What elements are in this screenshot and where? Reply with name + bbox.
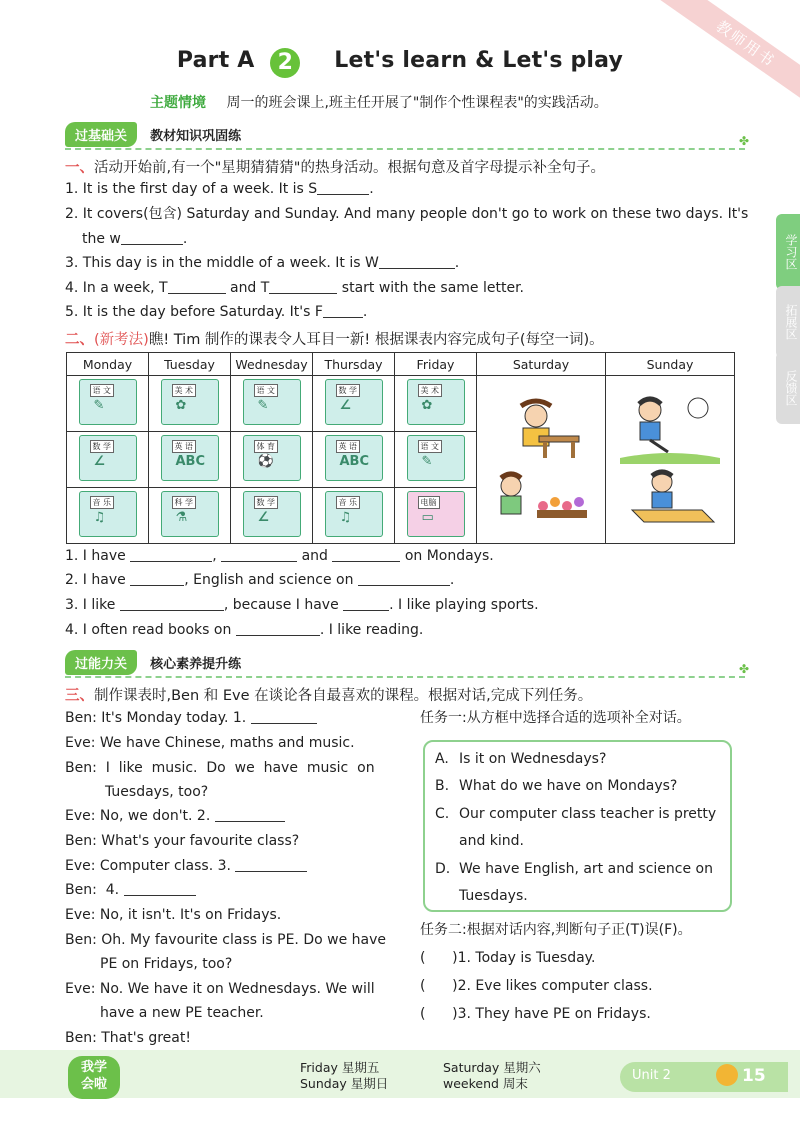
answer-blank[interactable] xyxy=(251,709,317,724)
day-header: Monday xyxy=(67,353,149,376)
answer-blank[interactable] xyxy=(130,571,184,586)
day-header: Saturday xyxy=(477,353,606,376)
q1-line-1-text: 1. It is the first day of a week. It is S xyxy=(65,181,318,197)
option-text: Tuesdays. xyxy=(459,888,528,904)
dialogue-text: Eve: We have Chinese, maths and music. xyxy=(65,735,355,751)
part-subtitle: Let's learn & Let's play xyxy=(334,48,624,73)
option-text: We have English, art and science on xyxy=(459,861,713,877)
lesson-cell xyxy=(67,376,149,432)
subject-book-icon xyxy=(161,379,219,425)
q1-line-4-end: start with the same letter. xyxy=(341,280,525,296)
saturday-cell xyxy=(477,376,606,544)
question-3-heading xyxy=(65,684,592,705)
subject-book-icon xyxy=(79,379,137,425)
vocab-weekend: weekend 周末 xyxy=(443,1076,528,1091)
q1-line-5-text: 5. It is the day before Saturday. It's F xyxy=(65,304,323,320)
judge-item[interactable]: ( )2. Eve likes computer class. xyxy=(420,978,653,994)
q2-line-1-text: 1. I have xyxy=(65,548,126,564)
football-icon xyxy=(688,398,708,418)
task-1-title: 任务一:从方框中选择合适的选项补全对话。 xyxy=(420,710,691,726)
subject-label: 美 术 xyxy=(418,384,443,397)
q2-line-2-end: . xyxy=(449,572,455,588)
clover-icon: ✤ xyxy=(738,134,749,148)
subject-book-icon xyxy=(161,491,219,537)
q1-line-1: 1. It is the first day of a week. It is S . xyxy=(65,181,374,197)
section-basic-header xyxy=(65,122,749,150)
subject-book-icon xyxy=(407,435,465,481)
subject-deco-icon: ▭ xyxy=(421,509,434,525)
dialogue-text: Ben: Oh. My favourite class is PE. Do we have xyxy=(65,932,386,948)
dialogue-text: PE on Fridays, too? xyxy=(100,956,233,972)
subject-label: 数 学 xyxy=(336,384,361,397)
theme-label: 主题情境 xyxy=(150,95,206,111)
section-basic-badge: 过基础关 xyxy=(65,122,137,147)
section-ability-badge: 过能力关 xyxy=(65,650,137,675)
part-label: Part A xyxy=(176,48,255,73)
day-header: Tuesday xyxy=(149,353,231,376)
option-d xyxy=(435,856,713,883)
q1-line-3: 3. This day is in the middle of a week. It is W . xyxy=(65,255,460,271)
subject-label: 体 育 xyxy=(254,440,279,453)
subject-label: 科 学 xyxy=(172,496,197,509)
q2-line-2 xyxy=(65,568,454,592)
option-text: Is it on Wednesdays? xyxy=(459,751,607,767)
lesson-cell xyxy=(231,432,313,488)
side-tab-study[interactable]: 学习区 xyxy=(776,214,800,290)
subject-deco-icon: ✿ xyxy=(421,397,433,413)
dialogue-line xyxy=(65,1026,191,1050)
q1-line-2b-text: the w xyxy=(82,231,121,247)
subject-deco-icon: ✎ xyxy=(257,397,269,413)
answer-blank[interactable] xyxy=(358,571,450,586)
judge-item[interactable]: ( )3. They have PE on Fridays. xyxy=(420,1006,651,1022)
q2-line-4 xyxy=(65,618,423,642)
subject-book-icon xyxy=(243,491,301,537)
side-tab-extend[interactable]: 拓展区 xyxy=(776,286,800,358)
q2-line-1-comma: , xyxy=(212,548,217,564)
section-ability-subtitle: 核心素养提升练 xyxy=(150,657,242,672)
timetable-row xyxy=(67,376,735,432)
kid-reading-icon xyxy=(525,405,547,427)
dialogue-text: Eve: No, it isn't. It's on Fridays. xyxy=(65,907,282,923)
dialogue-line xyxy=(65,903,281,927)
q2-line-2-mid: , English and science on xyxy=(184,572,354,588)
question-3-text: 制作课表时,Ben 和 Eve 在谈论各自最喜欢的课程。根据对话,完成下列任务。 xyxy=(94,688,593,704)
subject-deco-icon: ∠ xyxy=(93,453,106,469)
dialogue-line xyxy=(65,977,375,1001)
option-a xyxy=(435,746,606,773)
part-number-badge: 2 xyxy=(270,48,300,78)
dialogue-line xyxy=(65,756,375,780)
subject-label: 音 乐 xyxy=(336,496,361,509)
subject-book-icon xyxy=(79,491,137,537)
new-test-tag: (新考法) xyxy=(94,332,149,348)
dialogue-line xyxy=(65,731,355,755)
q1-line-2-text: 2. It covers(包含) Saturday and Sunday. And many people don't go to work on these two days. It's xyxy=(65,206,749,222)
timetable-header-row xyxy=(67,353,735,376)
day-header: Friday xyxy=(395,353,477,376)
question-2-number: 二、 xyxy=(65,332,94,348)
subject-label: 数 学 xyxy=(254,496,279,509)
dialogue-line xyxy=(65,804,285,828)
answer-blank[interactable] xyxy=(269,279,337,294)
dialogue-line xyxy=(65,854,307,878)
subject-label: 美 术 xyxy=(172,384,197,397)
sunday-activities-illustration xyxy=(610,378,730,538)
page-title xyxy=(0,48,800,78)
dialogue-line xyxy=(65,878,196,902)
option-text: Our computer class teacher is pretty xyxy=(459,806,717,822)
q2-line-1-end: on Mondays. xyxy=(404,548,494,564)
question-1-text: 活动开始前,有一个"星期猜猜猜"的热身活动。根据句意及首字母提示补全句子。 xyxy=(94,160,605,176)
subject-deco-icon: ♫ xyxy=(339,509,352,525)
subject-deco-icon: ✿ xyxy=(175,397,187,413)
lesson-cell xyxy=(395,432,477,488)
answer-blank[interactable] xyxy=(168,279,226,294)
subject-label: 英 语 xyxy=(336,440,361,453)
theme-text: 周一的班会课上,班主任开展了"制作个性课程表"的实践活动。 xyxy=(226,95,608,111)
options-box xyxy=(423,740,732,912)
side-tab-feedback[interactable]: 反馈区 xyxy=(776,352,800,424)
section-ability-header xyxy=(65,650,749,678)
mascot-icon xyxy=(716,1064,738,1086)
lesson-cell xyxy=(149,488,231,544)
dialogue-text: Eve: Computer class. 3. xyxy=(65,858,231,874)
dialogue-text: Ben: 4. xyxy=(65,882,120,898)
option-b xyxy=(435,773,677,800)
dialogue-text: Ben: I like music. Do we have music on xyxy=(65,760,375,776)
vocab-saturday: Saturday 星期六 xyxy=(443,1060,541,1075)
dialogue-text: have a new PE teacher. xyxy=(100,1005,264,1021)
subject-book-icon xyxy=(243,379,301,425)
dialogue-text: Eve: No, we don't. 2. xyxy=(65,808,211,824)
q1-line-5: 5. It is the day before Saturday. It's F . xyxy=(65,304,368,320)
day-header: Thursday xyxy=(313,353,395,376)
lesson-cell xyxy=(395,488,477,544)
q2-line-3-mid: , because I have xyxy=(223,597,339,613)
lesson-cell xyxy=(149,376,231,432)
dialogue-text: Tuesdays, too? xyxy=(105,784,209,800)
subject-label: 语 文 xyxy=(254,384,279,397)
dialogue-text: Eve: No. We have it on Wednesdays. We will xyxy=(65,981,375,997)
subject-label: 语 文 xyxy=(90,384,115,397)
q1-line-2 xyxy=(65,202,748,226)
q2-line-1 xyxy=(65,544,494,568)
subject-deco-icon: ⚽ xyxy=(257,453,274,469)
answer-blank[interactable] xyxy=(215,807,285,822)
vocab-sunday: Sunday 星期日 xyxy=(300,1076,389,1091)
clover-icon: ✤ xyxy=(738,662,749,676)
answer-blank[interactable] xyxy=(343,596,389,611)
sunday-cell xyxy=(606,376,735,544)
section-basic-subtitle: 教材知识巩固练 xyxy=(150,129,242,144)
dialogue-line xyxy=(65,706,317,730)
theme-line xyxy=(150,92,608,112)
subject-book-icon xyxy=(161,435,219,481)
unit-label: Unit 2 xyxy=(632,1068,671,1083)
dialogue-line xyxy=(65,928,386,952)
option-text: and kind. xyxy=(459,833,524,849)
logo-text-1: 我学 xyxy=(80,1060,107,1075)
answer-blank[interactable] xyxy=(379,254,455,269)
question-2-heading xyxy=(65,328,604,349)
answer-blank[interactable] xyxy=(121,230,183,245)
subject-deco-icon: ✎ xyxy=(421,453,433,469)
q1-line-4-text: 4. In a week, T xyxy=(65,280,168,296)
vocab-friday: Friday 星期五 xyxy=(300,1060,380,1075)
subject-label: 英 语 xyxy=(172,440,197,453)
q2-line-2-text: 2. I have xyxy=(65,572,126,588)
answer-blank[interactable] xyxy=(124,881,196,896)
lesson-cell xyxy=(231,376,313,432)
answer-blank[interactable] xyxy=(130,547,212,562)
subject-deco-icon: ∠ xyxy=(257,509,270,525)
q1-line-2b: the w . xyxy=(82,231,188,247)
day-header: Wednesday xyxy=(231,353,313,376)
logo-text-2: 会啦 xyxy=(80,1077,107,1092)
answer-blank[interactable] xyxy=(236,621,320,636)
question-1-heading xyxy=(65,156,605,177)
answer-blank[interactable] xyxy=(323,303,363,318)
subject-label: 电脑 xyxy=(418,496,440,509)
dialogue-line xyxy=(100,952,232,976)
dialogue-line xyxy=(65,829,299,853)
kid-gardening-icon xyxy=(501,476,521,496)
subject-book-icon xyxy=(325,379,383,425)
question-1-number: 一、 xyxy=(65,160,94,176)
subject-deco-icon: ✎ xyxy=(93,397,105,413)
page-number: 15 xyxy=(742,1066,766,1086)
option-text: What do we have on Mondays? xyxy=(459,778,678,794)
lesson-cell xyxy=(67,488,149,544)
dialogue-line xyxy=(100,1001,264,1025)
answer-blank[interactable] xyxy=(120,596,224,611)
logo-badge xyxy=(68,1056,120,1099)
subject-deco-icon: ♫ xyxy=(93,509,106,525)
saturday-activities-illustration xyxy=(481,378,601,538)
subject-label: 音 乐 xyxy=(90,496,115,509)
lesson-cell xyxy=(149,432,231,488)
subject-deco-icon: ABC xyxy=(339,453,370,469)
task-2-title: 任务二:根据对话内容,判断句子正(T)误(F)。 xyxy=(420,922,692,938)
subject-book-icon xyxy=(407,491,465,537)
answer-blank[interactable] xyxy=(221,547,297,562)
timetable xyxy=(66,352,735,544)
option-key: B. xyxy=(435,778,450,794)
answer-blank[interactable] xyxy=(332,547,400,562)
subject-book-icon xyxy=(407,379,465,425)
subject-book-icon xyxy=(79,435,137,481)
lesson-cell xyxy=(67,432,149,488)
lesson-cell xyxy=(231,488,313,544)
option-key: A. xyxy=(435,751,449,767)
lesson-cell xyxy=(395,376,477,432)
option-d-cont xyxy=(435,883,528,910)
dialogue-text: Ben: It's Monday today. 1. xyxy=(65,710,247,726)
option-c xyxy=(435,801,716,828)
question-2-text: 瞧! Tim 制作的课表令人耳目一新! 根据课表内容完成句子(每空一词)。 xyxy=(148,332,604,348)
day-header: Sunday xyxy=(606,353,735,376)
lesson-cell xyxy=(313,432,395,488)
option-key: C. xyxy=(435,806,450,822)
subject-book-icon xyxy=(243,435,301,481)
answer-blank[interactable] xyxy=(317,180,369,195)
answer-blank[interactable] xyxy=(235,857,307,872)
subject-book-icon xyxy=(325,435,383,481)
dialogue-text: Ben: That's great! xyxy=(65,1030,191,1046)
q2-line-3-text: 3. I like xyxy=(65,597,116,613)
q2-line-3 xyxy=(65,593,539,617)
q2-line-3-end: . I like playing sports. xyxy=(389,597,539,613)
teacher-edition-ribbon: 教师用书 xyxy=(656,0,800,112)
subject-deco-icon: ABC xyxy=(175,453,206,469)
subject-label: 数 学 xyxy=(90,440,115,453)
lesson-cell xyxy=(313,488,395,544)
q2-line-4-end: . I like reading. xyxy=(319,622,424,638)
question-3-number: 三、 xyxy=(65,688,94,704)
dialogue-text: Ben: What's your favourite class? xyxy=(65,833,300,849)
dialogue-line xyxy=(105,780,208,804)
q2-line-1-and: and xyxy=(301,548,328,564)
lesson-cell xyxy=(313,376,395,432)
subject-deco-icon: ∠ xyxy=(339,397,352,413)
judge-item[interactable]: ( )1. Today is Tuesday. xyxy=(420,950,596,966)
q1-line-4 xyxy=(65,276,524,300)
subject-label: 语 文 xyxy=(418,440,443,453)
option-c-cont xyxy=(435,828,524,855)
q2-line-4-text: 4. I often read books on xyxy=(65,622,232,638)
q1-line-3-text: 3. This day is in the middle of a week. It is W xyxy=(65,255,379,271)
subject-book-icon xyxy=(325,491,383,537)
option-key: D. xyxy=(435,861,451,877)
q1-line-4-mid: and T xyxy=(229,280,270,296)
subject-deco-icon: ⚗ xyxy=(175,509,188,525)
